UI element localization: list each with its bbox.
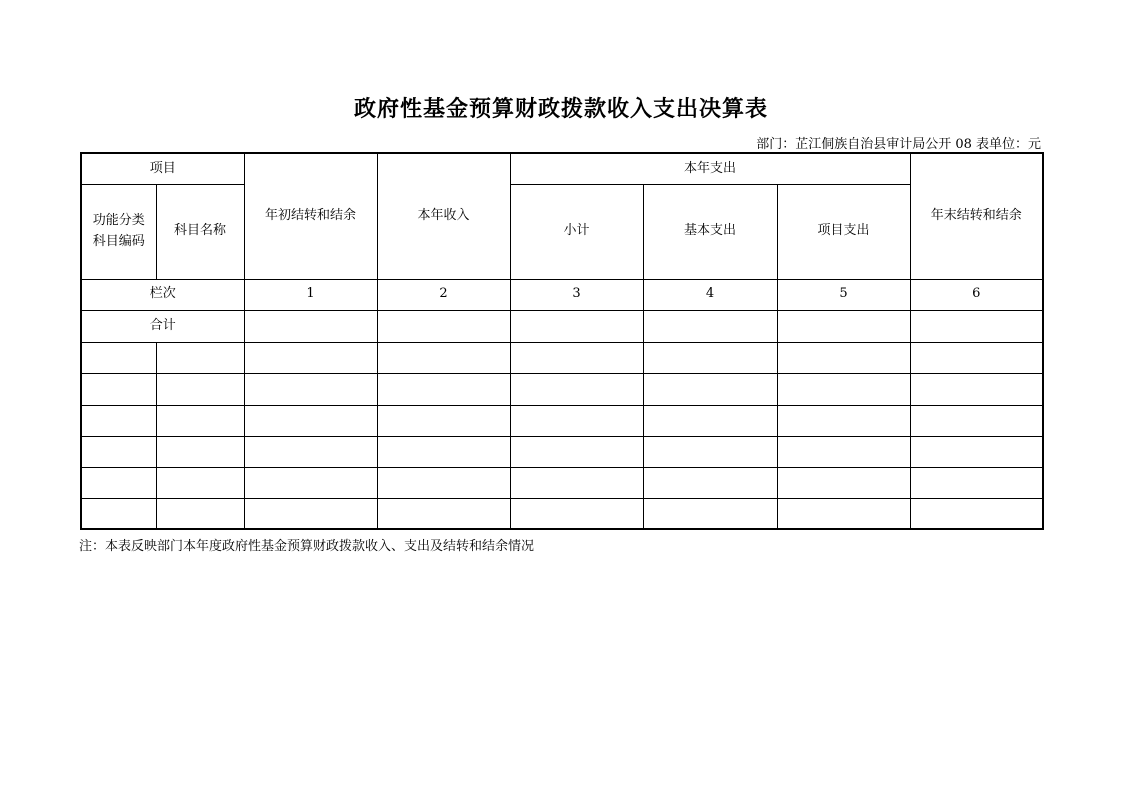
table-cell [156,342,244,373]
table-cell [643,342,777,373]
table-cell [81,498,156,529]
table-cell [643,467,777,498]
table-cell [377,373,510,405]
table-cell [910,498,1043,529]
total-cell [510,310,643,342]
table-body [81,153,1043,529]
table-cell [156,405,244,436]
table-cell [777,498,910,529]
table-cell [910,405,1043,436]
table-row [81,342,1043,373]
department-unit-label: 部门：芷江侗族自治县审计局公开 08 表单位：元 [756,137,1041,152]
total-row [81,310,1043,342]
column-index-label: 栏次 [81,279,244,310]
table-cell [156,436,244,467]
table-cell [377,467,510,498]
table-cell [643,405,777,436]
table-cell [244,342,377,373]
table-cell [244,498,377,529]
header-func-code [81,184,156,279]
table-row [81,373,1043,405]
table-cell [377,436,510,467]
column-index-4: 4 [643,279,777,310]
table-cell [81,467,156,498]
header-income: 本年收入 [377,153,510,279]
column-index-6: 6 [910,279,1043,310]
table-cell [910,467,1043,498]
table-cell [510,373,643,405]
header-row-1 [81,153,1043,184]
table-cell [244,405,377,436]
table-cell [777,405,910,436]
table-cell [510,342,643,373]
table-cell [777,467,910,498]
table-cell [156,498,244,529]
table-cell [510,498,643,529]
column-index-1: 1 [244,279,377,310]
header-subject-name: 科目名称 [156,184,244,279]
header-closing-balance: 年末结转和结余 [910,153,1043,279]
table-cell [156,373,244,405]
table-cell [510,436,643,467]
table-cell [244,373,377,405]
table-cell [377,342,510,373]
table-cell [643,498,777,529]
table-cell [777,342,910,373]
table-cell [81,342,156,373]
header-func-code-line2: 科目编码 [92,233,145,249]
table-row [81,405,1043,436]
header-item: 项目 [81,153,244,184]
table-cell [910,436,1043,467]
table-cell [777,373,910,405]
table-cell [244,436,377,467]
header-project-exp: 项目支出 [777,184,910,279]
table-cell [377,498,510,529]
total-cell [643,310,777,342]
budget-table [80,152,1044,530]
total-cell [777,310,910,342]
table-cell [510,467,643,498]
table-cell [910,373,1043,405]
table-cell [156,467,244,498]
table-row [81,436,1043,467]
table-row [81,498,1043,529]
column-index-5: 5 [777,279,910,310]
total-cell [910,310,1043,342]
column-index-3: 3 [510,279,643,310]
table-cell [81,405,156,436]
table-cell [910,342,1043,373]
table-cell [81,373,156,405]
table-cell [643,373,777,405]
total-cell [377,310,510,342]
table-cell [81,436,156,467]
table-cell [777,436,910,467]
header-opening-balance: 年初结转和结余 [244,153,377,279]
footnote: 注：本表反映部门本年度政府性基金预算财政拨款收入、支出及结转和结余情况 [79,539,535,554]
header-func-code-line1: 功能分类 [92,213,145,229]
column-index-row [81,279,1043,310]
table-cell [244,467,377,498]
header-row-2 [81,184,1043,279]
header-basic-exp: 基本支出 [643,184,777,279]
table-cell [510,405,643,436]
header-expenditure: 本年支出 [510,153,910,184]
total-cell [244,310,377,342]
header-subtotal: 小计 [510,184,643,279]
table-cell [377,405,510,436]
column-index-2: 2 [377,279,510,310]
page-title: 政府性基金预算财政拨款收入支出决算表 [353,96,768,122]
table-row [81,467,1043,498]
table-cell [643,436,777,467]
total-label: 合计 [81,310,244,342]
